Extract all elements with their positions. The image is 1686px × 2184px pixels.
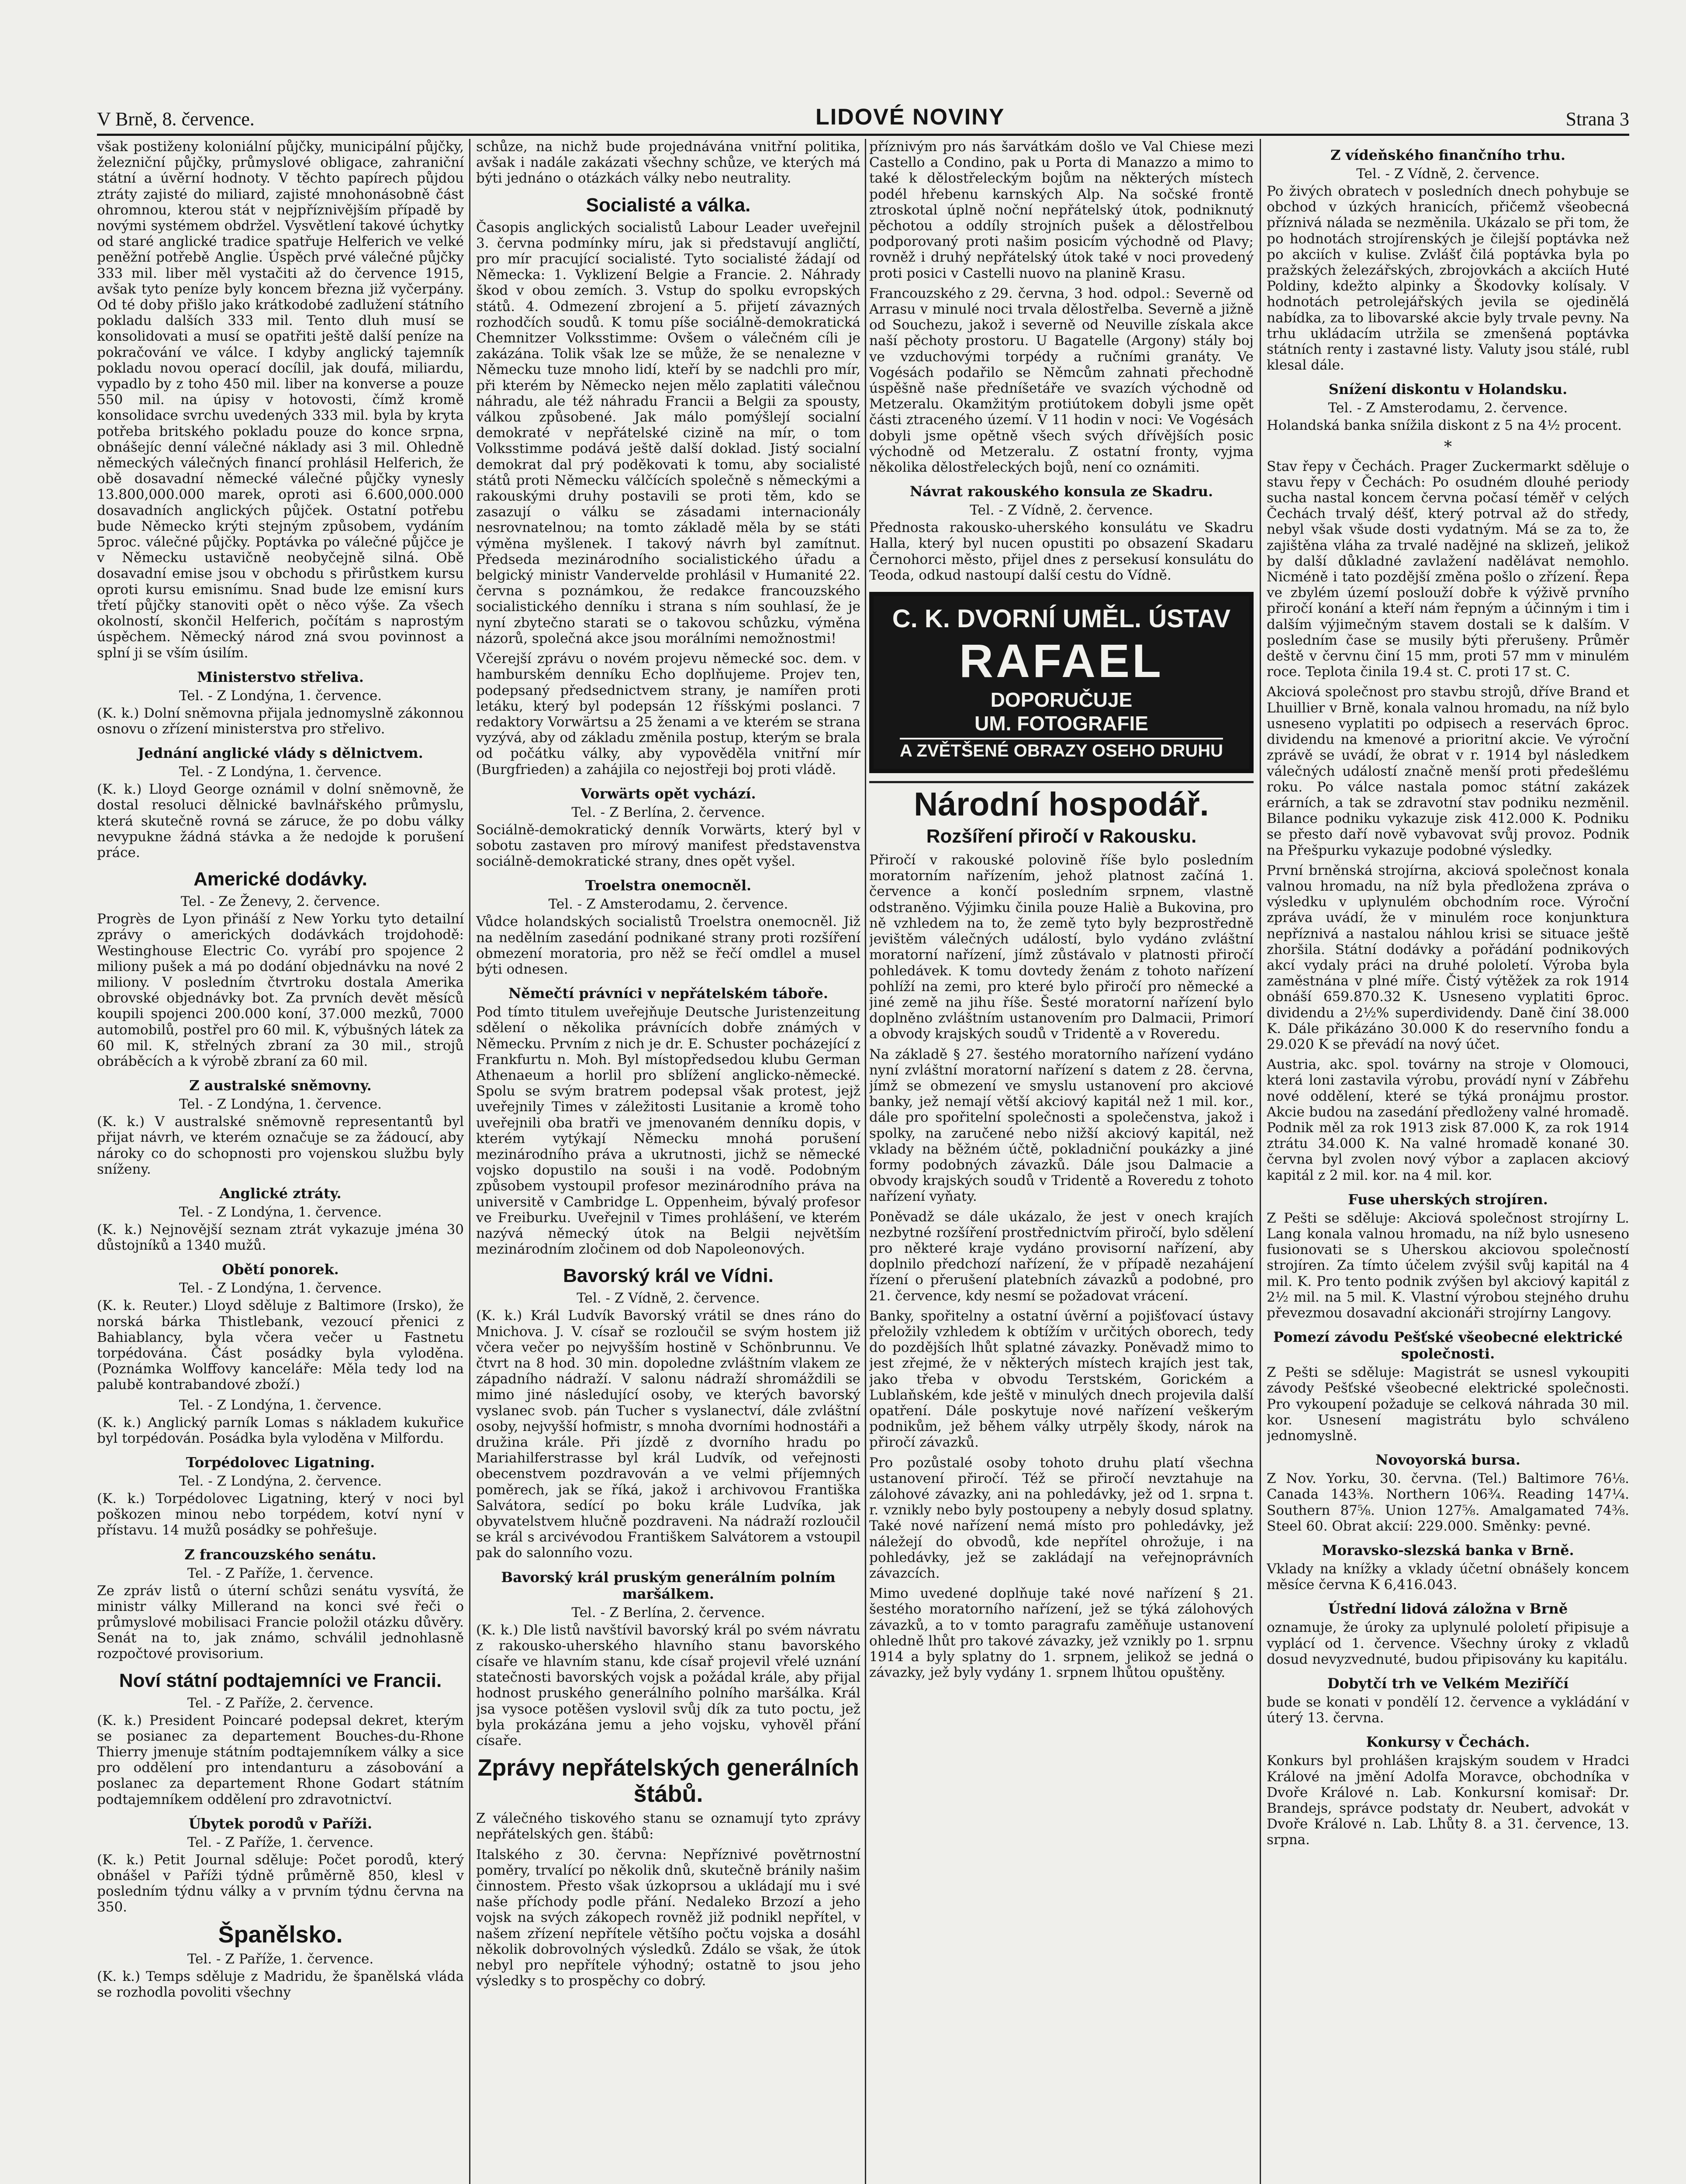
article-heading: Obětí ponorek. [222,1261,339,1278]
header-date: V Brně, 8. července. [97,108,255,130]
article-text: Poněvadž se dále ukázalo, že jest v onech krajích nezbytné rozšíření prostřednictvím přiročí, bylo sdělení pro některé kraje vydáno provisorní nařízení, aby doplnilo předchozí nařízení, že v případě nezahájení řízení o přerušení platebních závazků a podobné, pro 21. července, kdy nesmí se požadovat vrácení. [869,1209,1254,1304]
article-text: Banky, spořitelny a ostatní úvěrní a pojišťovací ústavy přeložily vzhledem k obtížím v určitých oborech, tedy do pozdějších lhůt splatné závazky. Poněvadž mimo to jest zřejmé, že v některých místech krajích jest tak, jako třeba v obvodu Terstském, Gorickém a Lublaňském, kde ještě v minulých dnech projevila další opatření. Dále poskytuje nové nařízení veškerým podnikům, jež během války utrpěly škody, nárok na přiročí závazků. [869,1308,1254,1451]
article-heading: Z francouzského senátu. [184,1546,377,1563]
article-heading: Ministerstvo střeliva. [197,668,364,685]
article-text: Včerejší zprávu o novém projevu německé soc. dem. v hamburském denníku Echo doplňujeme. Projev ten, podepsaný předsednictvem strany, je namířen proti letáku, který byl podepsán 12 říšskými poslanci. 7 redaktory Vorwärtsu a 25 ženami a ve kterém se strana vyzývá, aby od základu změnila postup, kterým se brala od počátku války, aby vypověděla vnitřní mír (Burgfrieden) a zahájila co nejostřeji boj proti vládě. [476,651,860,778]
article-heading-bold: Americké dodávky. [193,868,367,890]
column-divider [469,139,470,2184]
article-text: První brněnská strojírna, akciová společnost konala valnou hromadu, na níž byla předložena zpráva o výsledku v uplynulém obchodním roce. Výroční zpráva uvádí, že v minulém roce konjunktura nepříznivá a nastalou náhlou krisi se situace ještě zhoršila. Státní dodávky a pořádání podnikových akcí vydaly práci na druhé pololetí. Výroba byla zaměstnána v plné míře. Čistý výtěžek za rok 1914 obnáší 659.870.32 K. Usneseno vyplatiti 6proc. dividendu a 2½% superdividendy. Daně činí 38.000 K. Dále přikázáno 30.000 K do reservního fondu a 29.020 K se převádí na nový účet. [1267,862,1629,1052]
dateline: Tel. - Z Vídně, 2. července. [1356,166,1540,182]
article-heading: Troelstra onemocněl. [585,877,752,894]
article-text: Sociálně-demokratický denník Vorwärts, který byl v sobotu zastaven pro mírový manifest představenstva sociálně-demokratické strany, dnes opět vyšel. [476,822,860,870]
article-text: (K. k.) Dle listů navštívil bavorský král po svém návratu z rakousko-uherského hlavního stanu bavorského císaře ve hlavním stanu, kde císař projevil vřelé uznání statečnosti bavorských vojsk a požádal krále, aby přijal hodnost pruského generálního polního maršálka. Král jsa vysoce potěšen vyslovil svůj dík za tuto poctu, jež byla prokázána jemu a jeho vojsku, vyhověl přání císaře. [476,1622,860,1749]
article-heading: Z australské sněmovny. [189,1077,372,1094]
article-text: Přiročí v rakouské polovině říše bylo posledním moratorním nařízením, jehož platnost začíná 1. července a končí posledním srpnem, vlastně odstraněno. Výjimku činila pouze Haliè a Bukovina, pro ně vzhledem na to, že země tyto byly bezprostředně jevištěm válečných událostí, bylo vydáno zvláštní moratorní nařízení, jímž zůstávalo v platnosti přiročí pohledávek. K tomu dovtedy ženám z tohoto nařízení pohlíží na zemi, pro které bylo přiročí pro německé a jiné země na jihu říše. Šesté moratorní nařízení bylo doplněno zvláštním ustanovením pro Dalmacii, Primorí a obvody krajských soudů v Tridentě a v Roveredu. [869,852,1254,1042]
ad-brand-name: RAFAEL [959,634,1164,688]
article-text: Akciová společnost pro stavbu strojů, dříve Brand et Lhuillier v Brně, konala valnou hromadu, na níž bylo usneseno vyplatiti po odpisech a reservách 6proc. dividendu na kmenové a prioritní akcie. Ve výroční zprávě se uvádí, že obrat v r. 1914 byl následkem válečných událostí značně menší proti předešlému roku. Po válce nastala pomoc státní zakázek erárních, a tak se zdravotní stav podniku nezměnil. Bilance podniku vykazuje zisk 412.000 K. Podniku se přesto daří nově vybavovat svůj provoz. Podnik na Přešpurku vykazuje podobné výsledky. [1267,684,1629,858]
article-text: Z válečného tiskového stanu se oznamují tyto zprávy nepřátelských gen. štábů: [476,1811,860,1842]
article-text: schůze, na nichž bude projednávána vnitřní politika, avšak i nadále zakázati všechny schůze, ve kterých má býti jednáno o otázkách války nebo neutrality. [476,139,860,187]
dateline: Tel. - Z Londýna, 2. července. [179,1473,382,1489]
article-text: (K. k.) Torpédolovec Ligatning, který v noci byl poškozen minou nebo torpédem, kotví nyní v přístavu. 14 mužů posádky se pohřešuje. [97,1491,464,1538]
dateline: Tel. - Z Londýna, 1. července. [179,764,382,780]
dateline: Tel. - Z Londýna, 1. července. [179,1397,382,1413]
article-heading: Moravsko-slezská banka v Brně. [1322,1542,1574,1559]
article-heading: Fuse uherských strojíren. [1348,1191,1548,1208]
article-text: Italského z 30. června: Nepříznivé povětrnostní poměry, trvalící po několik dnů, skutečně bránily našim činnostem. Přesto však úzkoprsou a ukládají mu i své naše příchody podle přání. Nedaleko Brzozí a jeho vojsk na svých zákopech rovněž již podnikl nepřítel, v našem zřízení nepřítele většího počtu vojska a dosáhl několik dobrovolných výsledků. Zdálo se však, že útok nebyl pro nepřítele výhodný; ostatně to jsou jeho výsledky s to prospěchy co dobrý. [476,1846,860,1989]
article-text: Progrès de Lyon přináší z New Yorku tyto detailní zprávy o amerických dodávkách trojdohodě: Westinghouse Electric Co. vyrábí pro spojence 2 miliony pušek a má po dodání objednávku na nové 2 miliony. V posledním čtvrtroku dostala Amerika obrovské objednávky bot. Za prvních devět měsíců koupili spojenci 200.000 koní, 37.000 mezků, 7000 automobilů, postřel pro 60 mil. K, výbušných látek za 60 mil. K, střelných zbraní za 30 mil., strojů obráběcích a k výrobě zbraní za 60 mil. [97,911,464,1069]
ad-line: DOPORUČUJE [990,688,1133,712]
article-heading: Bavorský král pruským generálním polním maršálkem. [501,1569,836,1602]
article-text: Z Pešti se sděluje: Magistrát se usnesl vykoupiti závody Pešťské všeobecné elektrické společnosti. Pro vykoupení požaduje se celková náhrada 30 mil. kor. Usnesení magistrátu bylo schváleno jednomyslně. [1267,1365,1629,1444]
section-subheading: Rozšíření přiročí v Rakousku. [926,826,1197,847]
dateline: Tel. - Z Paříže, 1. července. [187,1565,374,1581]
dateline: Tel. - Z Berlína, 2. července. [571,804,765,820]
article-text: (K. k.) Lloyd George oznámil v dolní sněmovně, že dostal resoluci dělnické bavlnářského průmyslu, která skutečně rovná se záruce, že po dobu války nevypukne žádná stávka a že nedojde k porušení práce. [97,781,464,860]
article-text: Pod tímto titulem uveřejňuje Deutsche Juristenzeitung sdělení o několika právnících dobře známých v Německu. Prvním z nich je dr. E. Schuster pocházející z Frankfurtu n. Moh. Byl místopředsedou klubu German Athenaeum a horlil pro sblížení anglicko-německé. Spolu se svým bratrem podepsal však protest, jejž uveřejnily Times v záležitosti Lusitanie a kromě toho uveřejnili oba bratři ve jmenovaném denníku dopis, v kterém vytýkají Německu mnohá porušení mezinárodního práva a ukrutnosti, jichž se německé vojsko dopustilo na souši i na vodě. Podobným způsobem vystoupil profesor mezinárodního práva na universitě v Cambridge L. Oppenheim, bývalý profesor ve Freiburku. Uveřejnil v Times prohlášení, ve kterém nazývá německý útok na Belgii největším mezinárodním zločinem od dob Napoleonových. [476,1004,860,1258]
article-heading: Úbytek porodů v Paříži. [188,1815,373,1832]
article-text: Časopis anglických socialistů Labour Leader uveřejnil 3. června podmínky míru, jak si představují angličtí, pro mír pracující socialisté. Tyto socialisté žádají od Německa: 1. Vyklizení Belgie a Francie. 2. Náhrady škod v obou zemích. 3. Vstup do spolku evropských států. 4. Odmezení zbrojení a 5. přijetí závazných rozhodčích soudů. K tomu píše sociálně-demokratická Chemnitzer Volksstimme: Ovšem o válečném cíli je zakázána. Tolik však lze se může, že se nenalezne v Německu tuze mnoho lidí, kteří by se nadchli pro mír, při kterém by Německo nejen mělo zaplatiti válečnou náhradu, ale též náhradu Francii a Belgii za spousty, válkou způsobené. Jak málo pomýšlejí socialní demokraté v nepřátelské cizině na mír, o tom Volksstimme podává ještě další doklad. Jistý socialní demokrat dal prý poděkovati k tomu, aby socialisté států proti Německu válčících společně s německými a rakouskými druhy postavili se proti těm, kdo se zasazují o válku se zásadami internacionály nesrovnatelnou; na tomto základě měla by se státi výměna myšlenek. I takový návrh byl zamítnut. Předseda mezinárodního socialistického úřadu a belgický ministr Vandervelde prohlásil v Humanité 22. června s poznámkou, že redakce francouzského socialistického denníku i strana s ním souhlasí, že je nyní zbytečno starati se o takovou schůzku, výměna názorů, společná akce jsou morálními nemožnostmi! [476,219,860,646]
article-text: (K. k.) Anglický parník Lomas s nákladem kukuřice byl torpédován. Posádka byla vyloděna v Milfordu. [97,1414,464,1446]
article-text: Pro pozůstalé osoby tohoto druhu platí všechna ustanovení přiročí. Též se přiročí nevztahuje na zálohové závazky, ani na pohledávky, jež od 1. srpna t. r. vznikly nebo byly postoupeny a nebyly dosud splatny. Také nové nařízení nemá místo pro pohledávky, jež náležejí do obvodů, kde nepřítel ohrožuje, i na pohledávky, jež se zakládají na veřejnoprávních závazcích. [869,1455,1254,1582]
dateline: Tel. - Z Londýna, 1. července. [179,1096,382,1113]
article-text: Vklady na knížky a vklady účetní obnášely koncem měsíce června K 6,416.043. [1267,1561,1629,1593]
article-heading: Němečtí právníci v nepřátelském táboře. [508,985,828,1002]
article-text: (K. k.) President Poincaré podepsal dekret, kterým se posianec za departement Bouches-du-Rhone Thierry jmenuje státním podtajemníkem války a sice pro oddělení pro intendanturu a zásobování a poslanec za departement Rhone Godart státním podtajemníkem oddělení pro zdravotnictví. [97,1712,464,1807]
column-1 [97,139,464,2184]
dateline: Tel. - Z Londýna, 1. července. [179,688,382,704]
ad-line: A ZVĚTŠENÉ OBRAZY OSEHO DRUHU [900,738,1223,761]
article-heading: Torpédolovec Ligatning. [186,1454,375,1471]
article-heading-large: Španělsko. [218,1921,343,1948]
dateline: Tel. - Z Paříže, 2. července. [187,1695,374,1711]
dateline: Tel. - Z Londýna, 1. července. [179,1204,382,1220]
article-heading: Návrat rakouského konsula ze Skadru. [909,483,1213,500]
article-text: (K. k.) V australské sněmovně representantů byl přijat návrh, ve kterém označuje se za žádoucí, aby nároky co do schopnosti pro vojenskou službu byly sníženy. [97,1114,464,1177]
section-heading: Národní hospodář. [869,781,1254,823]
dateline: Tel. - Z Paříže, 1. července. [187,1834,374,1850]
column-divider [1260,139,1261,2184]
column-4 [1267,139,1629,2184]
article-heading: Ústřední lidová záložna v Brně [1328,1600,1568,1617]
article-heading-large: Zprávy nepřátelských generálních štábů. [477,1755,859,1807]
article-heading: Anglické ztráty. [219,1185,342,1202]
article-heading-bold: Noví státní podtajemníci ve Francii. [119,1669,442,1691]
article-heading: Snížení diskontu v Holandsku. [1328,381,1568,398]
dateline: Tel. - Z Londýna, 1. července. [179,1280,382,1296]
dateline: Tel. - Z Amsterodamu, 2. července. [548,896,788,912]
article-text: bude se konati v pondělí 12. července a vykládání v úterý 13. června. [1267,1694,1629,1726]
article-heading: Vorwärts opět vychází. [580,785,756,802]
article-text: (K. k. Reuter.) Lloyd sděluje z Baltimore (Irsko), že norská bárka Thistlebank, vezoucí přenici z Bahiablancy, byla včera večer u Fastnetu torpédována. Část posádky byla vyloděna. (Poznámka Wolffovy kanceláře: Měla tedy lod na palubě kontrabandové zboží.) [97,1298,464,1393]
article-text: Konkurs byl prohlášen krajským soudem v Hradci Králové na jmění Adolfa Moravce, obchodníka v Dvoře Králové n. Lab. Konkursní komisař: Dr. Brandejs, správce podstaty dr. Neubert, advokát v Dvoře Králové n. Lab. Lhůty 8. a 31. července, 13. srpna. [1267,1753,1629,1848]
article-text: Mimo uvedené doplňuje také nové nařízení § 21. šestého moratorního nařízení, jež se týká zálohových závazků, a to v tomto paragrafu zaměňuje ustanovení ohledně lhůt pro takové závazky, jež vznikly po 1. srpnu 1914 a byly splatny do 1. srpnem, jelikož se jedná o závazky, jež byly vydány 1. srpnem lhůtou opuštěny. [869,1586,1254,1681]
article-text: (K. k.) Dolní sněmovna přijala jednomyslně zákonnou osnovu o zřízení ministerstva pro střelivo. [97,705,464,737]
article-text: příznivým pro nás šarvátkám došlo ve Val Chiese mezi Castello a Condino, pak u Porta di Manazzo a mimo to také k dělostřeleckým bojům na některých místech podél hřebenu karnských Alp. Na sočské frontě ztroskotal úplně noční nepřátelský útok, podniknutý pěchotou a oddíly strojních pušek a dělostřelbou podporovaný proti našim posicím východně od Plavy; rovněž i druhý nepřátelský útok také v noci provedený proti posici v Castelli nuovo na planině Krasu. [869,139,1254,281]
article-heading: Z vídeňského finančního trhu. [1330,147,1566,163]
page-header [97,103,1629,130]
dateline: Tel. - Z Vídně, 2. července. [970,502,1153,518]
article-heading: Pomezí závodu Pešťské všeobecné elektrické společnosti. [1273,1329,1623,1362]
article-text: Na základě § 27. šestého moratorního nařízení vydáno nyní zvláštní moratorní nařízení s datem z 28. června, jímž se obmezení ve smyslu ustanovení pro akciové banky, jež nemají větší akciový kapitál než 1 mil. kor., dále pro spořitelní společnosti a společenstva, jakož i spolky, na zaručené nebo nižší akciový kapitál, než vklady na běžném účtě, pokladniční poukázky a jiné formy podobných závazků. Dále jsou Dalmacie a obvody krajských soudů v Tridentě a Roveredu z tohoto nařízení vyňaty. [869,1046,1254,1205]
article-text: Holandská banka snížila diskont z 5 na 4½ procent. [1267,418,1622,434]
section-separator-star: * [1444,438,1452,456]
article-text: oznamuje, že úroky za uplynulé pololetí připisuje a vyplácí od 1. července. Všechny úroky z vkladů dosud nevyzvednuté, budou připisovány ku kapitálu. [1267,1620,1629,1667]
masthead-title: LIDOVÉ NOVINY [815,104,1005,130]
article-text: (K. k.) Nejnovější seznam ztrát vykazuje jména 30 důstojníků a 1340 mužů. [97,1221,464,1254]
article-text: (K. k.) Temps sděluje z Madridu, že španělská vláda se rozhodla povoliti všechny [97,1968,464,2000]
article-heading-bold: Bavorský král ve Vídni. [563,1265,774,1287]
ad-line: UM. FOTOGRAFIE [974,712,1148,735]
dateline: Tel. - Z Vídně, 2. července. [577,1290,760,1306]
dateline: Tel. - Z Paříže, 1. července. [187,1951,374,1967]
article-text: Ze zpráv listů o úterní schůzi senátu vysvítá, že ministr války Millerand na konci své řeči o průmyslové mobilisaci Francie položil otázku důvěry. Senát na to, jak známo, schválil jednohlasně rozpočtové provisorium. [97,1583,464,1662]
article-text: Z Pešti se sděluje: Akciová společnost strojírny L. Lang konala valnou hromadu, na níž bylo usneseno fusionovati se s Uherskou akciovou společností strojíren. Za tímto účelem zvýšil svůj kapitál na 4 mil. K. Pro tento podnik zvýšen byl akciový kapitál z 2½ mil. na 5 mil. K. Vlastní výrobou stejného druhu převezmou dosavadní akcionáři strojírny Langovy. [1267,1210,1629,1321]
ad-line: C. K. DVORNÍ UMĚL. ÚSTAV [892,605,1231,633]
column-divider [865,139,866,2184]
dateline: Tel. - Z Amsterodamu, 2. července. [1328,400,1568,416]
article-heading: Dobytčí trh ve Velkém Meziříčí [1327,1675,1569,1692]
rafael-photo-studio-advertisement [869,592,1254,773]
article-heading: Novoyorská bursa. [1375,1451,1520,1469]
article-text: Austria, akc. spol. továrny na stroje v Olomouci, která loni zastavila výrobu, provádí nyní v Zábřehu nové oddělení, které se týká pronájmu prostor. Akcie budou na zasedání předloženy valné hromadě. Podnik měl za rok 1913 zisk 87.000 K, za rok 1914 ztrátu 34.000 K. Na valné hromadě konané 30. června byl zvolen nový výbor a zaplacen akciový kapitál z 2 mil. kor. na 4 mil. kor. [1267,1057,1629,1183]
article-text: Stav řepy v Čechách. Prager Zuckermarkt sděluje o stavu řepy v Čechách: Po osudném dlouhé periody sucha nastal koncem června počasí téměř v celých Čechách trvalý déšť, který potrval až do středy, nebyl však všude dosti vydatným. Má se za to, že zajištěna vláha za trvalé nadějné na sklizeň, jelikož by další důkladné zavlažení nadělávat nemohlo. Nicméně i tato pozdější změna pošlo o zřízení. Řepa ve zbylém území poslouží dobře k výživě prvního přiročí konání a kteří nám řepným a účinným i tim i dalším výjimečným stavem dostali se k dalším. V posledním čase se musily býti přerušeny. Průměr deště v červnu činí 15 mm, proti 57 mm v minulém roce. Teplota činila 19.4 st. C. proti 17 st. C. [1267,458,1629,680]
article-text: Z Nov. Yorku, 30. června. (Tel.) Baltimore 76⅛. Canada 143⅜. Northern 106¾. Reading 147¼. Southern 87⅝. Union 127⅝. Amalgamated 74⅜. Steel 60. Obrat akcií: 229.000. Směnky: pevné. [1267,1471,1629,1534]
article-heading: Jednání anglické vlády s dělnictvem. [138,745,423,762]
article-heading-bold: Socialisté a válka. [586,194,751,216]
article-text: Po živých obratech v posledních dnech pohybuje se obchod v úzkých hranicích, přičemž všeobecná příznivá nálada se nezměnila. Ukázalo se při tom, že po hodnotách strojírenských je čilejší poptávka než po akciích v kulise. Zvlášť čilá poptávka byla po pražských železářských, zbrojovkách a akciích Huté Poldiny, kdežto alpinky a Škodovky kolísaly. V hodnotách petrolejářských jevila se ojedinělá nabídka, za to libovarské akcie byly trvale pevny. Na trhu ukládacím utržila se zmenšená poptávka státních renty i zastavné listy. Valuty jsou stálé, rubl klesal dále. [1267,183,1629,373]
article-text: Vůdce holandských socialistů Troelstra onemocněl. Již na nedělním zasedání podnikané strany proti rozšíření obmezení moratoria, pro něž se řečí omdlel a musel býti odnesen. [476,914,860,977]
column-3 [869,139,1254,2184]
article-text: (K. k.) Král Ludvík Bavorský vrátil se dnes ráno do Mnichova. J. V. císař se rozloučil se svým hostem již včera večer po nejvyšším hostině v Schönbrunnu. Ve čtvrt na 8 hod. 30 min. dopoledne zvláštním vlakem ze západního nádraží. V salonu nádraží shromáždili se mimo jiné následující osoby, ve kterých bavorský vyslanec svob. pán Tucher s vyslanectví, dále zvláštní osoby, nejvyšší hofmistr, s mnoha dvorními hodnostáři a družina krále. Při jízdě z dvorního hradu po Mariahilferstrasse byl král Ludvík, od veřejnosti obecenstvem pozdravován a ve velmi příjemných poměrech, jak se říká, jakož i archivovou Františka Salvátora, sedící po boku krále Ludvíka, jak obyvatelstvem hlučně pozdraveni. Na nádraží rozloučil se král s arcivévodou Františkem Salvátorem a vstoupil pak do salonního vozu. [476,1308,860,1561]
article-text: Přednosta rakousko-uherského konsulátu ve Skadru Halla, který byl nucen opustiti po obsazení Skadaru Černohorci město, přijel dnes z persekusí konsulátu do Teoda, odkud nastoupí další cestu do Vídně. [869,520,1254,583]
article-text: (K. k.) Petit Journal sděluje: Počet porodů, který obnášel v Paříži týdně průměrně 850, klesl v posledním týdnu války a v prvním týdnu června na 350. [97,1852,464,1915]
page-number: Strana 3 [1565,108,1629,130]
article-text: však postiženy koloniální půjčky, municipální půjčky, železniční půjčky, průmyslové obligace, zahraniční státní a úvěrní hodnoty. V těchto papírech půjdou ztráty zajisté do miliard, zajisté mnohonásobně část ohromnou, kterou stát v nejpříznivějším případě by novými systémem obdržel. Vysvětlení takové úchytky od staré anglické tradice spatřuje Helferich ve velké peněžní potřebě Anglie. Úspěch prvé válečné půjčky 333 mil. liber měl vystačiti až do července 1915, avšak tyto peníze byly koncem března již vyčerpány. Od té doby přišlo jako krátkodobé zadlužení státního pokladu dalších 333 mil. Tento dluh musí se konsolidovati a musí se opatřiti ještě další peníze na pokračování ve válce. I kdyby anglický tajemník pokladu novou operací docílil, jak doufá, miliardu, vypadlo by z toho 450 mil. liber na konverse a pouze 550 mil. na úpisy v hotovosti, čímž kromě konsolidace svrchu uvedených 333 mil. byla by kryta potřeba britského pokladu pouze do konce srpna, obnášejíc denní válečné náklady asi 3 mil. Ohledně německých válečných financí prohlásil Helferich, že obě dosavadní německé válečné půjčky vynesly 13.800,000.000 marek, oproti asi 6.600,000.000 dosavadních anglických půjček. Ostatní potřebu bude Německo krýti stejným způsobem, vydáním 5proc. válečné půjčky. Poptávka po válečné půjčce je v Německu ustavičně neobyčejně silná. Obě dosavadní emise jsou v obchodu s přirůstkem kursu oproti kursu emisnímu. Snad bude lze emisní kurs třetí půjčky stanoviti opět o něco výše. Za všech okolností, skončil Helferich, počítám s naprostým úspěchem. Německý národ zná svou povinnost a splní ji se vším úsilím. [97,139,464,661]
dateline: Tel. - Ze Ženevy, 2. července. [180,894,380,910]
header-rule [97,134,1629,136]
article-text: Francouzského z 29. června, 3 hod. odpol.: Severně od Arrasu v minulé noci trvala dělostřelba. Severně a jižně od Souchezu, jakož i severně od Neuville získala akce naší pěchoty prostoru. U Bagatelle (Argony) stály boj ve vzduchovými torpédy a ručními granáty. Ve Vogésách podařilo se Němcům zahnati přechodně úspěšně naše předníšetáře ve svazích východně od Metzeralu. Okamžitým protiútokem dobyli jsme opět části ztraceného území. V 11 hodin v noci: Ve Vogésách dobyli jsme opětně všech svých dřívějších posic východně od Metzeralu. Z ostatní fronty, vyjma několika dělostřeleckých bojů, není co oznámiti. [869,285,1254,476]
article-heading: Konkursy v Čechách. [1366,1734,1530,1751]
column-2 [476,139,860,2184]
dateline: Tel. - Z Berlína, 2. července. [571,1604,765,1621]
